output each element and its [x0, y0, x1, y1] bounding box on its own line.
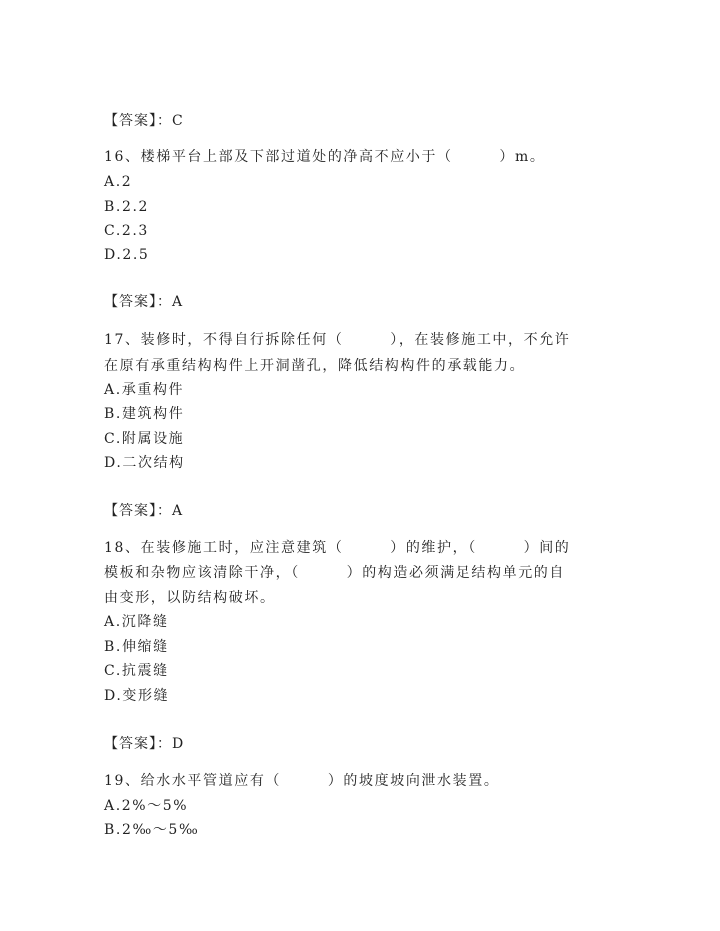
- question-16-option-a: A.2: [104, 174, 133, 190]
- question-17-option-b: B.建筑构件: [104, 406, 185, 422]
- question-17-stem-line-2: 在原有承重结构构件上开洞凿孔，降低结构构件的承载能力。: [104, 358, 526, 374]
- answer-q18: 【答案】：D: [104, 736, 185, 752]
- question-16-stem: 16、楼梯平台上部及下部过道处的净高不应小于（ ）m。: [104, 149, 546, 165]
- question-17-option-d: D.二次结构: [104, 455, 185, 471]
- answer-q15: 【答案】：C: [104, 113, 184, 129]
- question-18-option-d: D.变形缝: [104, 688, 170, 704]
- question-16-option-c: C.2.3: [104, 223, 149, 239]
- answer-q17: 【答案】：A: [104, 503, 184, 519]
- question-19-stem: 19、给水水平管道应有（ ）的坡度坡向泄水装置。: [104, 773, 500, 789]
- question-18-stem-line-2: 模板和杂物应该清除干净，（ ）的构造必须满足结构单元的自: [104, 565, 565, 581]
- question-19-option-a: A.2%～5%: [104, 798, 189, 814]
- question-17-option-c: C.附属设施: [104, 431, 185, 447]
- question-18-option-a: A.沉降缝: [104, 614, 169, 630]
- question-18-option-b: B.伸缩缝: [104, 639, 169, 655]
- question-18-stem-line-3: 由变形，以防结构破坏。: [104, 590, 276, 606]
- question-17-option-a: A.承重构件: [104, 382, 185, 398]
- question-17-stem-line-1: 17、装修时，不得自行拆除任何（ ），在装修施工中，不允许: [104, 332, 571, 348]
- answer-q16: 【答案】：A: [104, 294, 184, 310]
- question-19-option-b: B.2‰～5‰: [104, 822, 200, 838]
- question-16-option-b: B.2.2: [104, 199, 150, 215]
- question-18-option-c: C.抗震缝: [104, 663, 169, 679]
- question-18-stem-line-1: 18、在装修施工时，应注意建筑（ ）的维护，（ ）间的: [104, 540, 571, 556]
- question-16-option-d: D.2.5: [104, 247, 150, 263]
